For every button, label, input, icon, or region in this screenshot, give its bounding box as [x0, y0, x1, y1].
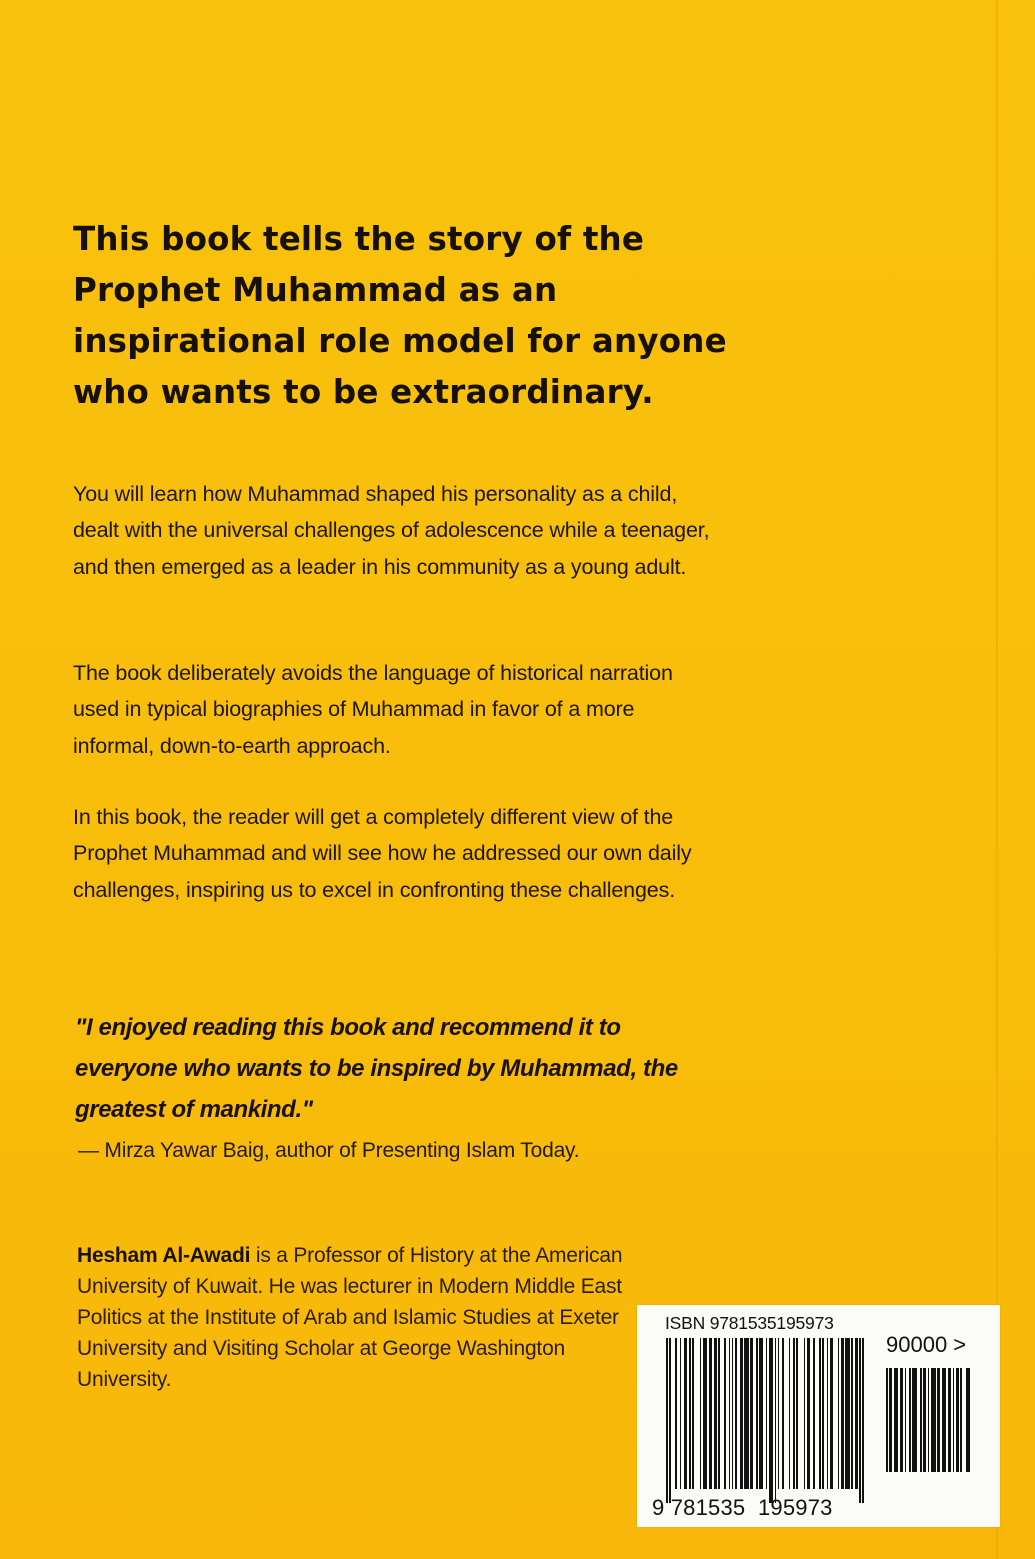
author-name: Hesham Al-Awadi — [77, 1244, 251, 1267]
price-code: 90000 > — [886, 1332, 967, 1357]
headline-line: inspirational role model for anyone — [73, 322, 727, 360]
description-paragraph-3: In this book, the reader will get a completely different view of the Prophet Muhammad and will see how he addressed our own daily challenges, inspiring us to excel in confronting these challenges. — [73, 805, 692, 902]
blurb-attribution: — Mirza Yawar Baig, author of Presenting Islam Today. — [78, 1139, 580, 1162]
barcode-addon-icon — [886, 1368, 978, 1472]
description-paragraph-1: You will learn how Muhammad shaped his personality as a child, dealt with the universal challenges of adolescence while a teenager, and then emerged as a leader in his community as a young adult. — [73, 482, 710, 579]
headline — [73, 214, 773, 418]
description-paragraph-2: The book deliberately avoids the language of historical narration used in typical biographies of Muhammad in favor of a more informal, down-to-earth approach. — [73, 661, 673, 758]
isbn-barcode — [637, 1305, 1000, 1527]
headline-line: Prophet Muhammad as an — [73, 271, 558, 309]
author-bio — [77, 1240, 637, 1395]
isbn-label: ISBN 9781535195973 — [665, 1313, 834, 1333]
headline-line: This book tells the story of the — [73, 220, 645, 258]
headline-line: who wants to be extraordinary. — [73, 373, 654, 411]
barcode-icon — [666, 1338, 864, 1489]
author-bio-text: is a Professor of History at the American University of Kuwait. He was lecturer in Modern Middle East Politics at the Institute of Arab and Islamic Studies at Exeter University and Visiting Scholar at George Washington University. — [77, 1244, 623, 1391]
blurb-quote: "I enjoyed reading this book and recommend it to everyone who wants to be inspired by Muhammad, the greatest of mankind." — [75, 1014, 678, 1123]
barcode-digits: 9 781535 195973 — [652, 1495, 833, 1520]
